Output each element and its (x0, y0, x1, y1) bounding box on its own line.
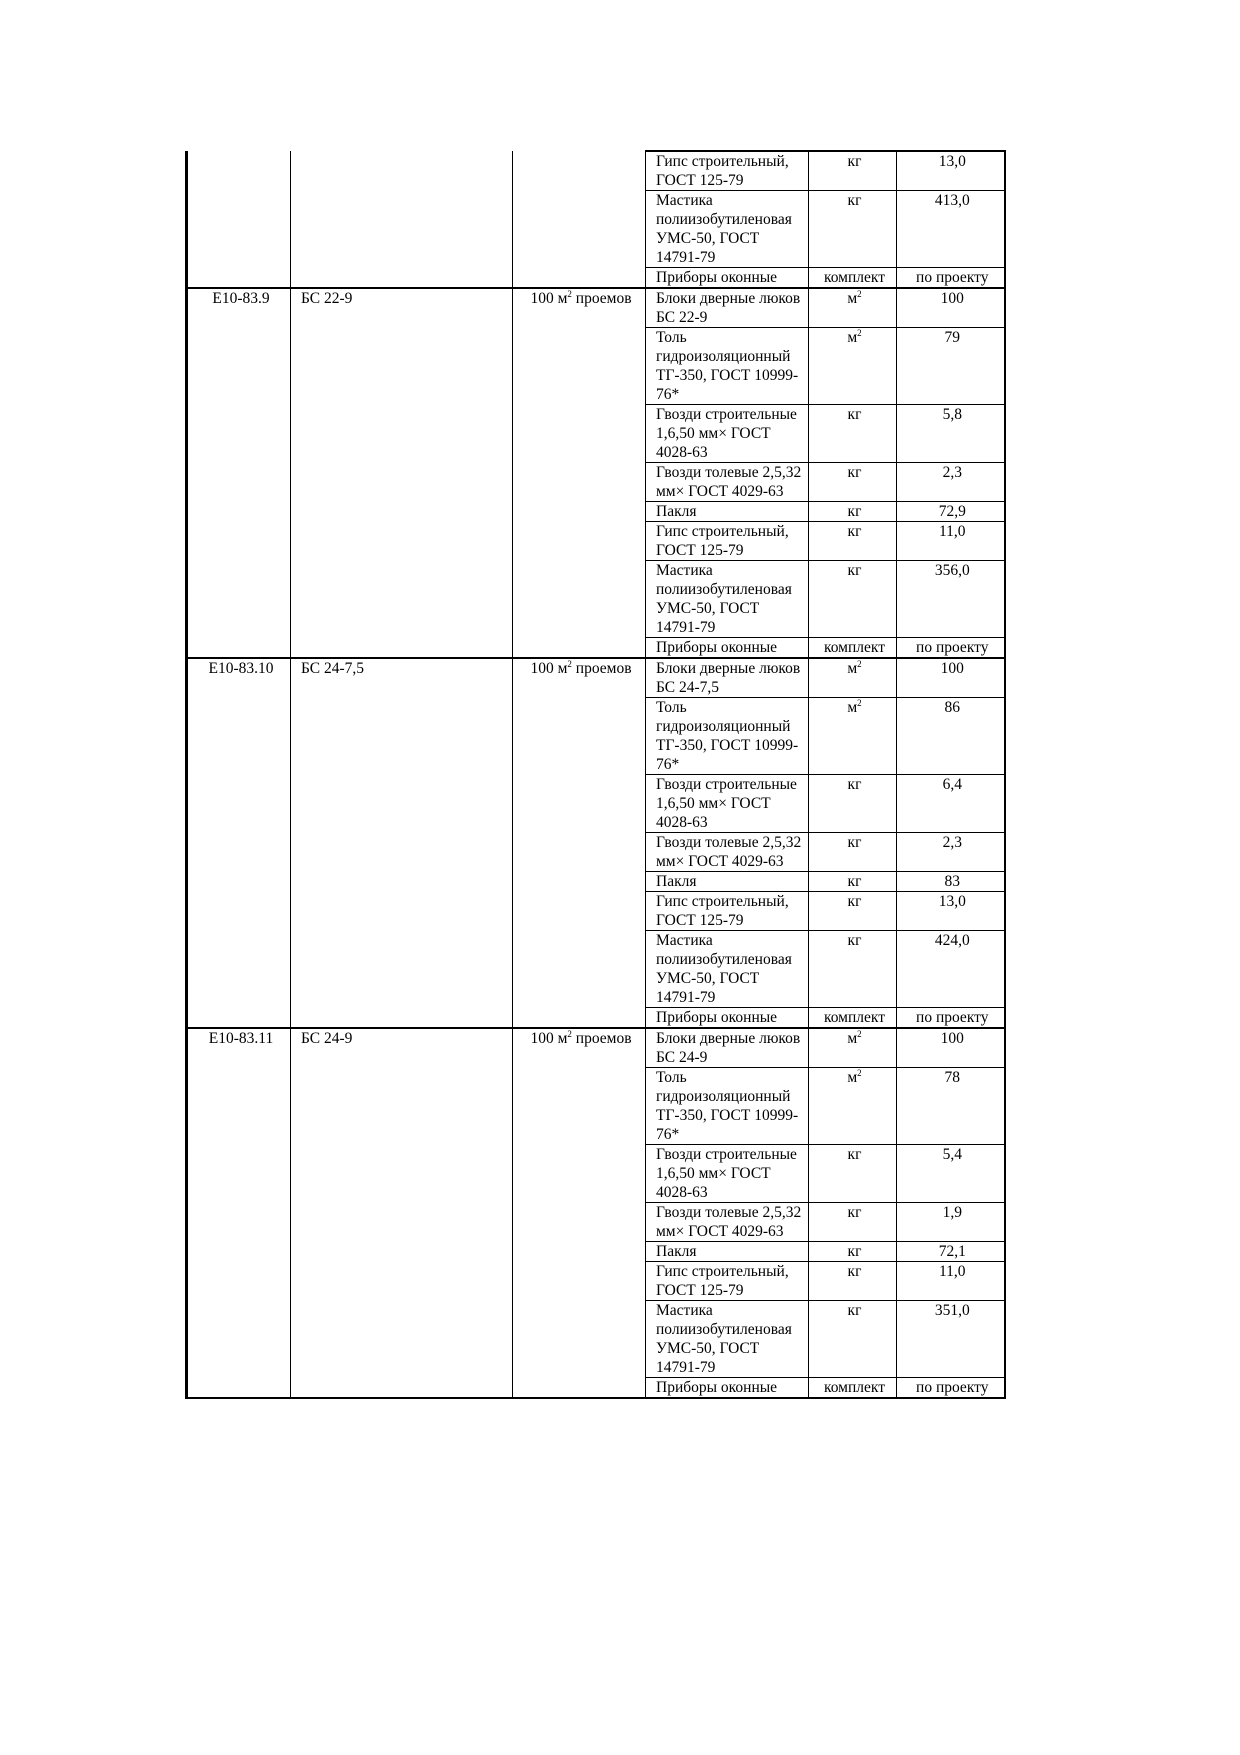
norm-name: БС 22-9 (291, 288, 513, 658)
material-quantity: по проекту (897, 638, 1005, 659)
norm-code: Е10-83.11 (187, 1028, 291, 1398)
material-quantity: 6,4 (897, 775, 1005, 833)
material-unit: $м^2$ (809, 658, 897, 698)
material-quantity: 413,0 (897, 191, 1005, 268)
material-quantity: 86 (897, 698, 1005, 775)
material-quantity: 2,3 (897, 833, 1005, 872)
norms-table (185, 150, 1006, 1399)
material-name: Блоки дверные люков БС 22-9 (646, 288, 809, 328)
material-name: Пакля (646, 502, 809, 522)
material-quantity: по проекту (897, 268, 1005, 289)
material-name: Приборы оконные (646, 268, 809, 289)
norm-meter (513, 151, 646, 288)
norms-table-body (187, 151, 1005, 1398)
material-unit: кг (809, 1301, 897, 1378)
material-quantity: 72,9 (897, 502, 1005, 522)
material-row (187, 151, 1005, 191)
material-name: Блоки дверные люков БС 24-7,5 (646, 658, 809, 698)
norm-name (291, 151, 513, 288)
norm-name: БС 24-9 (291, 1028, 513, 1398)
material-quantity: 351,0 (897, 1301, 1005, 1378)
material-quantity: 100 (897, 658, 1005, 698)
material-name: Толь гидроизоляционный ТГ-350, ГОСТ 10999-76* (646, 1068, 809, 1145)
material-quantity: 13,0 (897, 151, 1005, 191)
material-name: Гвозди строительные 1,6,50 мм× ГОСТ 4028-63 (646, 1145, 809, 1203)
material-name: Гвозди толевые 2,5,32 мм× ГОСТ 4029-63 (646, 463, 809, 502)
material-quantity: 11,0 (897, 522, 1005, 561)
material-name: Приборы оконные (646, 1378, 809, 1399)
material-row (187, 1028, 1005, 1068)
material-quantity: 79 (897, 328, 1005, 405)
material-unit: кг (809, 1262, 897, 1301)
material-row (187, 288, 1005, 328)
material-unit: кг (809, 1242, 897, 1262)
material-unit: кг (809, 191, 897, 268)
material-unit: кг (809, 405, 897, 463)
material-name: Гипс строительный, ГОСТ 125-79 (646, 151, 809, 191)
material-unit: кг (809, 151, 897, 191)
material-quantity: 78 (897, 1068, 1005, 1145)
norm-meter: 100 $м^2$ проемов (513, 288, 646, 658)
material-quantity: 5,8 (897, 405, 1005, 463)
material-name: Приборы оконные (646, 638, 809, 659)
material-row (187, 658, 1005, 698)
material-name: Гипс строительный, ГОСТ 125-79 (646, 522, 809, 561)
material-name: Пакля (646, 872, 809, 892)
material-quantity: по проекту (897, 1008, 1005, 1029)
document-page (185, 150, 1003, 1399)
material-name: Мастика полиизобутиленовая УМС-50, ГОСТ 14791-79 (646, 561, 809, 638)
material-unit: кг (809, 1203, 897, 1242)
norm-meter: 100 $м^2$ проемов (513, 1028, 646, 1398)
material-unit: кг (809, 872, 897, 892)
norm-name: БС 24-7,5 (291, 658, 513, 1028)
material-unit: $м^2$ (809, 288, 897, 328)
material-name: Гвозди толевые 2,5,32 мм× ГОСТ 4029-63 (646, 833, 809, 872)
material-name: Гипс строительный, ГОСТ 125-79 (646, 892, 809, 931)
material-unit: кг (809, 1145, 897, 1203)
material-unit: $м^2$ (809, 698, 897, 775)
norm-meter: 100 $м^2$ проемов (513, 658, 646, 1028)
material-unit: кг (809, 892, 897, 931)
material-unit: кг (809, 463, 897, 502)
material-name: Гвозди строительные 1,6,50 мм× ГОСТ 4028-63 (646, 405, 809, 463)
material-quantity: 13,0 (897, 892, 1005, 931)
material-unit: $м^2$ (809, 1028, 897, 1068)
material-unit: $м^2$ (809, 328, 897, 405)
material-unit: кг (809, 775, 897, 833)
material-quantity: 72,1 (897, 1242, 1005, 1262)
material-unit: кг (809, 561, 897, 638)
material-name: Блоки дверные люков БС 24-9 (646, 1028, 809, 1068)
material-name: Гвозди строительные 1,6,50 мм× ГОСТ 4028-63 (646, 775, 809, 833)
material-unit: комплект (809, 638, 897, 659)
material-name: Мастика полиизобутиленовая УМС-50, ГОСТ 14791-79 (646, 191, 809, 268)
material-quantity: по проекту (897, 1378, 1005, 1399)
material-unit: кг (809, 833, 897, 872)
material-quantity: 100 (897, 288, 1005, 328)
material-name: Гипс строительный, ГОСТ 125-79 (646, 1262, 809, 1301)
material-quantity: 424,0 (897, 931, 1005, 1008)
material-name: Толь гидроизоляционный ТГ-350, ГОСТ 10999-76* (646, 698, 809, 775)
material-name: Мастика полиизобутиленовая УМС-50, ГОСТ 14791-79 (646, 931, 809, 1008)
material-quantity: 100 (897, 1028, 1005, 1068)
material-quantity: 1,9 (897, 1203, 1005, 1242)
material-unit: комплект (809, 268, 897, 289)
material-quantity: 356,0 (897, 561, 1005, 638)
material-unit: кг (809, 522, 897, 561)
norm-code: Е10-83.10 (187, 658, 291, 1028)
material-unit: комплект (809, 1008, 897, 1029)
material-quantity: 5,4 (897, 1145, 1005, 1203)
material-name: Мастика полиизобутиленовая УМС-50, ГОСТ 14791-79 (646, 1301, 809, 1378)
material-unit: комплект (809, 1378, 897, 1399)
material-name: Пакля (646, 1242, 809, 1262)
material-unit: кг (809, 502, 897, 522)
norm-code (187, 151, 291, 288)
material-name: Гвозди толевые 2,5,32 мм× ГОСТ 4029-63 (646, 1203, 809, 1242)
material-quantity: 2,3 (897, 463, 1005, 502)
norm-code: Е10-83.9 (187, 288, 291, 658)
material-quantity: 83 (897, 872, 1005, 892)
material-quantity: 11,0 (897, 1262, 1005, 1301)
material-unit: $м^2$ (809, 1068, 897, 1145)
material-name: Приборы оконные (646, 1008, 809, 1029)
material-name: Толь гидроизоляционный ТГ-350, ГОСТ 10999-76* (646, 328, 809, 405)
material-unit: кг (809, 931, 897, 1008)
